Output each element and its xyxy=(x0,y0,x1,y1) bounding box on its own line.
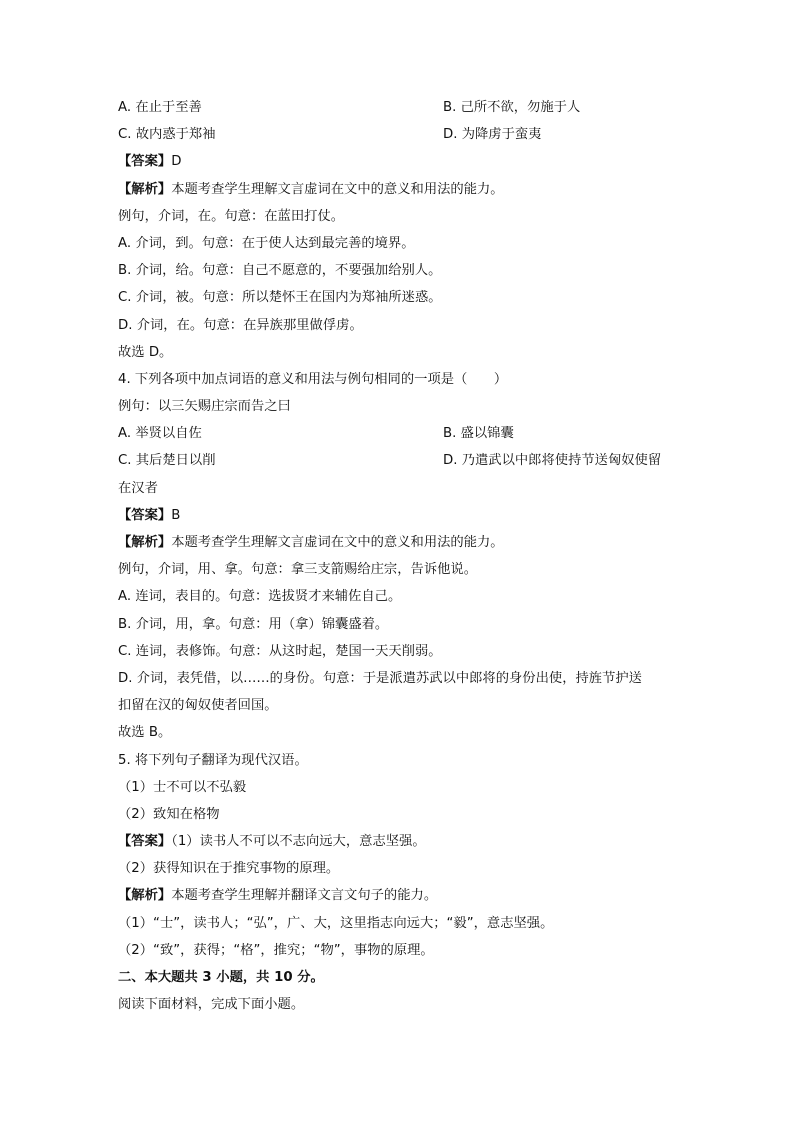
q5-answer xyxy=(118,828,684,855)
q3-answer-value: D xyxy=(171,154,182,170)
q4-analysis xyxy=(118,529,684,556)
q5-analysis-line: （1）“士”，读书人；“弘”，广、大，这里指志向远大；“毅”，意志坚强。 xyxy=(118,915,554,931)
q5-item-2: （2）致知在格物 xyxy=(118,806,220,822)
q4-answer-tag: 【答案】 xyxy=(118,507,172,523)
q4-options-row-2 xyxy=(118,447,684,474)
q3-options-row-2 xyxy=(118,121,684,148)
q4-analysis-text: 本题考查学生理解文言虚词在文中的意义和用法的能力。 xyxy=(171,535,504,550)
q3-options-row-1 xyxy=(118,94,684,121)
q5-analysis-text: 本题考查学生理解并翻译文言文句子的能力。 xyxy=(171,888,438,904)
q4-option-d: D. 乃遣武以中郎将使持节送匈奴使留 xyxy=(443,453,662,469)
q3-analysis-text: 本题考查学生理解文言虚词在文中的意义和用法的能力。 xyxy=(171,181,504,197)
q3-analysis-tag: 【解析】 xyxy=(118,181,172,197)
q3-analysis-line: B. 介词，给。句意：自己不愿意的，不要强加给别人。 xyxy=(118,263,442,279)
q3-option-a: A. 在止于至善 xyxy=(118,100,202,115)
q4-option-b: B. 盛以锦囊 xyxy=(443,426,514,442)
q5-stem: 5. 将下列句子翻译为现代汉语。 xyxy=(118,752,308,768)
q3-answer-tag: 【答案】 xyxy=(118,154,172,170)
q4-analysis-line: D. 介词，表凭借，以……的身份。句意：于是派遣苏武以中郎将的身份出使，持旌节护送 xyxy=(118,670,642,686)
q3-option-b: B. 己所不欲，勿施于人 xyxy=(443,100,581,115)
q5-answer-tag: 【答案】 xyxy=(118,834,172,850)
q5-analysis-tag: 【解析】 xyxy=(118,888,172,904)
document-page xyxy=(118,94,684,1018)
q4-answer xyxy=(118,502,684,529)
q4-conclusion: 故选 B。 xyxy=(118,725,172,741)
q3-option-d: D. 为降虏于蛮夷 xyxy=(443,127,542,143)
q4-analysis-line: 例句，介词，用、拿。句意：拿三支箭赐给庄宗，告诉他说。 xyxy=(118,562,478,578)
q4-answer-value: B xyxy=(171,507,181,523)
q4-analysis-line: C. 连词，表修饰。句意：从这时起，楚国一天天削弱。 xyxy=(118,643,442,659)
q5-analysis-line: （2）“致”，获得；“格”，推究；“物”，事物的原理。 xyxy=(118,942,434,958)
section-heading: 二、本大题共 3 小题，共 10 分。 xyxy=(118,970,324,985)
q3-conclusion: 故选 D。 xyxy=(118,344,173,360)
q5-answer-2: （2）获得知识在于推究事物的原理。 xyxy=(118,861,340,877)
q3-analysis xyxy=(118,176,684,203)
q4-option-c: C. 其后楚日以削 xyxy=(118,453,216,469)
q5-analysis xyxy=(118,882,684,909)
section-intro: 阅读下面材料，完成下面小题。 xyxy=(118,997,305,1013)
q3-analysis-line: C. 介词，被。句意：所以楚怀王在国内为郑袖所迷惑。 xyxy=(118,290,442,306)
q4-analysis-line: A. 连词，表目的。句意：选拔贤才来辅佐自己。 xyxy=(118,589,402,605)
q4-analysis-line: B. 介词，用，拿。句意：用（拿）锦囊盛着。 xyxy=(118,616,389,632)
q3-option-c: C. 故内惑于郑袖 xyxy=(118,127,216,143)
q4-analysis-line: 扣留在汉的匈奴使者回国。 xyxy=(118,698,278,714)
q4-option-a: A. 举贤以自佐 xyxy=(118,426,202,442)
q4-stem: 4. 下列各项中加点词语的意义和用法与例句相同的一项是（ ） xyxy=(118,371,508,387)
q4-option-d-continued: 在汉者 xyxy=(118,480,158,496)
q4-options-row-1 xyxy=(118,420,684,447)
q5-item-1: （1）士不可以不弘毅 xyxy=(118,779,247,795)
q3-analysis-line: 例句，介词，在。句意：在蓝田打仗。 xyxy=(118,208,345,224)
q4-example: 例句：以三矢赐庄宗而告之曰 xyxy=(118,399,291,415)
q3-analysis-line: A. 介词，到。句意：在于使人达到最完善的境界。 xyxy=(118,235,415,251)
q5-answer-1: （1）读书人不可以不志向远大，意志坚强。 xyxy=(171,834,426,850)
q4-analysis-tag: 【解析】 xyxy=(118,535,172,550)
q3-answer xyxy=(118,148,684,175)
q3-analysis-line: D. 介词，在。句意：在异族那里做俘虏。 xyxy=(118,317,363,333)
